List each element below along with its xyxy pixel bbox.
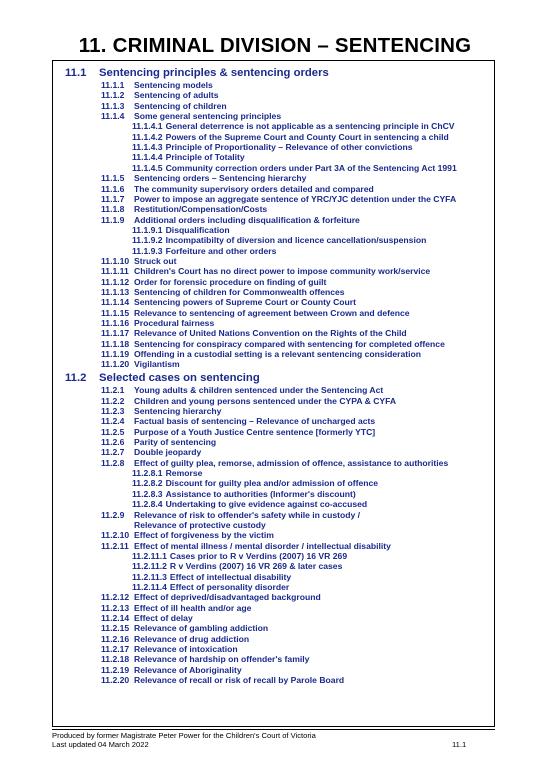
toc-entry[interactable] — [101, 318, 214, 328]
toc-number: 11.2.15 — [101, 623, 130, 634]
toc-entry[interactable] — [132, 468, 202, 478]
toc-entry[interactable] — [101, 277, 326, 287]
toc-number: 11.1.4.5 — [132, 162, 163, 173]
toc-entry[interactable] — [101, 204, 267, 214]
toc-entry[interactable] — [101, 623, 268, 633]
toc-number: 11.1.4.3 — [132, 142, 163, 153]
toc-title: Relevance of risk to offender's safety while in custody / — [134, 509, 361, 520]
toc-entry[interactable] — [101, 215, 360, 225]
toc-entry[interactable] — [101, 510, 360, 520]
toc-entry[interactable] — [132, 582, 289, 592]
toc-number: 11.2.2 — [101, 395, 125, 406]
toc-entry[interactable] — [101, 287, 345, 297]
toc-entry[interactable] — [132, 163, 457, 173]
toc-entry[interactable] — [101, 111, 281, 121]
toc-number: 11.1 — [65, 67, 87, 79]
toc-title: Purpose of a Youth Justice Centre sentence [formerly YTC] — [134, 426, 376, 437]
toc-title: Relevance of drug addiction — [134, 633, 250, 644]
toc-number: 11.1.5 — [101, 173, 125, 184]
toc-title: Effect of delay — [134, 613, 193, 623]
toc-entry[interactable] — [101, 90, 219, 100]
toc-title: Relevance of Aboriginality — [134, 664, 242, 675]
toc-entry[interactable] — [101, 613, 193, 623]
toc-title: R v Verdins (2007) 16 VR 269 & later cases — [169, 561, 343, 572]
toc-title: Effect of mental illness / mental disorder / intellectual disability — [134, 540, 391, 551]
footer-last-updated: Last updated 04 March 2022 — [52, 740, 149, 749]
toc-entry[interactable] — [101, 416, 375, 426]
toc-number: 11.2.12 — [101, 592, 130, 603]
toc-entry[interactable] — [101, 328, 407, 338]
toc-number: 11.2 — [65, 372, 87, 385]
toc-number: 11.1.13 — [101, 287, 130, 297]
toc-entry[interactable] — [132, 572, 291, 582]
toc-number: 11.2.7 — [101, 447, 125, 458]
toc-entry[interactable] — [132, 121, 455, 131]
toc-title: The community supervisory orders detailed and compared — [134, 183, 374, 194]
toc-number: 11.1.4 — [101, 111, 125, 122]
toc-title: Discount for guilty plea and/or admission of offence — [165, 478, 379, 489]
toc-entry[interactable] — [101, 184, 374, 194]
toc-number: 11.1.18 — [101, 338, 130, 349]
toc-entry[interactable] — [101, 447, 201, 457]
toc-entry[interactable] — [101, 173, 306, 183]
toc-number: 11.1.10 — [101, 255, 130, 266]
toc-title: Remorse — [165, 468, 203, 479]
table-of-contents — [52, 60, 495, 727]
toc-entry[interactable] — [101, 437, 216, 447]
toc-title: Principle of Proportionality – Relevance of other convictions — [165, 142, 413, 153]
toc-title: Parity of sentencing — [134, 437, 217, 448]
toc-entry[interactable] — [132, 551, 347, 561]
toc-number: 11.2.17 — [101, 644, 130, 655]
toc-number: 11.1.9.3 — [132, 245, 163, 256]
toc-number: 11.2.8 — [101, 457, 125, 468]
toc-number: 11.1.1 — [101, 80, 125, 90]
toc-title: Factual basis of sentencing – Relevance of uncharged acts — [134, 416, 376, 427]
toc-title: Order for forensic procedure on finding of guilt — [134, 276, 327, 287]
toc-title: Power to impose an aggregate sentence of YRC/YJC detention under the CYFA — [134, 193, 457, 204]
toc-title: Offending in a custodial setting is a relevant sentencing consideration — [134, 349, 421, 360]
toc-number: 11.1.12 — [101, 276, 130, 287]
toc-number: 11.2.9 — [101, 509, 125, 520]
toc-section[interactable] — [65, 371, 260, 385]
toc-entry[interactable] — [132, 225, 230, 235]
toc-title: Sentencing of adults — [134, 90, 219, 101]
toc-entry[interactable] — [101, 675, 344, 685]
toc-number: 11.2.11.3 — [132, 571, 167, 582]
toc-title: Relevance of hardship on offender's family — [134, 654, 310, 665]
toc-title: Effect of forgiveness by the victim — [134, 530, 274, 541]
footer-rule — [52, 729, 495, 730]
toc-title: Vigilantism — [134, 359, 180, 370]
toc-number: 11.2.11.1 — [132, 550, 167, 561]
toc-title: Struck out — [134, 255, 177, 266]
toc-entry[interactable] — [101, 359, 180, 369]
toc-entry[interactable] — [132, 235, 426, 245]
toc-title: Effect of guilty plea, remorse, admission of offence, assistance to authorities — [134, 457, 449, 468]
toc-entry[interactable] — [101, 427, 375, 437]
toc-title: General deterrence is not applicable as a sentencing principle in ChCV — [165, 121, 455, 132]
toc-number: 11.1.8 — [101, 204, 125, 215]
toc-number: 11.2.19 — [101, 664, 130, 675]
toc-title: Incompatibilty of diversion and licence cancellation/suspension — [165, 235, 427, 246]
toc-entry[interactable] — [101, 520, 266, 530]
page-title: 11. CRIMINAL DIVISION – SENTENCING — [78, 34, 472, 57]
toc-number: 11.2.6 — [101, 437, 125, 448]
toc-title: Powers of the Supreme Court and County Court in sentencing a child — [165, 131, 449, 142]
toc-number: 11.1.4.2 — [132, 131, 163, 142]
toc-number: 11.1.4.1 — [132, 121, 163, 132]
toc-number: 11.2.10 — [101, 530, 130, 541]
toc-number: 11.2.8.3 — [132, 488, 163, 499]
toc-entry[interactable] — [101, 644, 238, 654]
toc-title: Sentencing powers of Supreme Court or County Court — [134, 297, 357, 308]
toc-title: Relevance of intoxication — [134, 644, 238, 655]
toc-entry[interactable] — [101, 256, 177, 266]
toc-number: 11.2.13 — [101, 602, 130, 613]
toc-title: Procedural fairness — [134, 318, 215, 329]
toc-title: Sentencing of children — [134, 100, 227, 111]
toc-title: Sentencing models — [134, 80, 213, 90]
toc-number: 11.1.6 — [101, 183, 125, 194]
toc-number: 11.1.2 — [101, 90, 125, 101]
toc-number: 11.1.17 — [101, 328, 130, 339]
toc-entry[interactable] — [101, 194, 456, 204]
toc-title: Relevance to sentencing of agreement between Crown and defence — [134, 307, 410, 318]
toc-number: 11.1.9.1 — [132, 224, 163, 235]
toc-title: Effect of intellectual disability — [169, 571, 292, 582]
toc-entry[interactable] — [101, 458, 448, 468]
toc-number: 11.1.19 — [101, 349, 130, 360]
toc-number: 11.2.4 — [101, 416, 125, 427]
toc-section[interactable] — [65, 66, 329, 80]
toc-title: Some general sentencing principles — [134, 111, 282, 122]
toc-entry[interactable] — [132, 561, 342, 571]
toc-title: Sentencing hierarchy — [134, 406, 222, 416]
toc-number: 11.1.9.2 — [132, 235, 163, 246]
toc-number: 11.2.8.4 — [132, 499, 163, 510]
toc-entry[interactable] — [101, 665, 242, 675]
toc-entry[interactable] — [101, 297, 356, 307]
toc-number: 11.1.3 — [101, 100, 125, 111]
toc-number: 11.2.11.2 — [132, 561, 167, 572]
toc-entry[interactable] — [132, 152, 245, 162]
toc-number: 11.1.20 — [101, 359, 130, 370]
toc-title: Sentencing orders – Sentencing hierarchy — [134, 173, 307, 184]
toc-entry[interactable] — [101, 80, 213, 90]
toc-title: Additional orders including disqualification & forfeiture — [134, 214, 360, 225]
toc-entry[interactable] — [101, 406, 221, 416]
toc-number: 11.2.20 — [101, 675, 130, 686]
toc-title: Relevance of United Nations Convention on the Rights of the Child — [134, 328, 407, 339]
footer-produced-by: Produced by former Magistrate Peter Power for the Children's Court of Victoria — [52, 731, 316, 740]
toc-number: 11.2.14 — [101, 613, 130, 623]
toc-title: Relevance of recall or risk of recall by Parole Board — [134, 675, 345, 686]
toc-entry[interactable] — [132, 246, 276, 256]
toc-entry[interactable] — [101, 530, 274, 540]
toc-number: 11.1.7 — [101, 193, 125, 204]
toc-title: Assistance to authorities (Informer's discount) — [165, 488, 356, 499]
toc-entry[interactable] — [132, 142, 412, 152]
toc-title: Relevance of protective custody — [134, 519, 266, 530]
toc-number: 11.2.16 — [101, 633, 130, 644]
toc-title: Cases prior to R v Verdins (2007) 16 VR 269 — [169, 550, 348, 561]
toc-title: Children's Court has no direct power to impose community work/service — [134, 266, 431, 277]
toc-title: Sentencing of children for Commonwealth offences — [134, 287, 345, 297]
toc-title: Relevance of gambling addiction — [134, 623, 269, 634]
toc-number: 11.2.11 — [101, 540, 129, 551]
footer-page-number: 11.1 — [452, 740, 467, 749]
toc-title: Effect of deprived/disadvantaged background — [134, 592, 321, 603]
toc-title: Restitution/Compensation/Costs — [134, 204, 268, 215]
toc-entry[interactable] — [101, 654, 309, 664]
toc-title: Young adults & children sentenced under the Sentencing Act — [134, 385, 384, 396]
toc-entry[interactable] — [132, 499, 367, 509]
toc-title: Selected cases on sentencing — [99, 372, 260, 385]
toc-title: Undertaking to give evidence against co-accused — [165, 499, 368, 510]
toc-title: Disqualification — [165, 224, 230, 235]
toc-entry[interactable] — [101, 349, 421, 359]
toc-entry[interactable] — [101, 385, 383, 395]
toc-title: Effect of ill health and/or age — [134, 602, 252, 613]
toc-title: Forfeiture and other orders — [165, 245, 277, 256]
toc-number: 11.2.5 — [101, 426, 125, 437]
toc-title: Children and young persons sentenced under the CYPA & CYFA — [134, 395, 397, 406]
toc-number: 11.1.4.4 — [132, 152, 163, 163]
toc-title: Community correction orders under Part 3A of the Sentencing Act 1991 — [165, 162, 457, 173]
toc-entry[interactable] — [101, 308, 410, 318]
toc-number: 11.2.8.1 — [132, 468, 163, 479]
toc-entry[interactable] — [101, 592, 321, 602]
toc-number: 11.2.3 — [101, 406, 125, 416]
toc-entry[interactable] — [132, 478, 378, 488]
toc-entry[interactable] — [101, 603, 251, 613]
toc-number: 11.1.14 — [101, 297, 130, 308]
toc-number: 11.2.11.4 — [132, 581, 167, 592]
toc-entry[interactable] — [101, 541, 391, 551]
toc-entry[interactable] — [132, 489, 356, 499]
toc-entry[interactable] — [101, 266, 430, 276]
toc-entry[interactable] — [101, 396, 396, 406]
toc-entry[interactable] — [101, 634, 249, 644]
toc-entry[interactable] — [132, 132, 449, 142]
toc-number: 11.1.9 — [101, 214, 125, 225]
toc-title: Sentencing for conspiracy compared with sentencing for completed offence — [134, 338, 445, 349]
toc-number: 11.2.1 — [101, 385, 125, 396]
toc-title: Effect of personality disorder — [169, 581, 290, 592]
toc-title: Principle of Totality — [165, 152, 245, 163]
toc-number: 11.1.15 — [101, 307, 130, 318]
toc-title: Double jeopardy — [134, 447, 202, 458]
toc-number: 11.1.16 — [101, 318, 130, 329]
toc-entry[interactable] — [101, 101, 227, 111]
toc-number: 11.1.11 — [101, 266, 129, 277]
toc-number: 11.2.18 — [101, 654, 130, 665]
toc-entry[interactable] — [101, 339, 445, 349]
toc-title: Sentencing principles & sentencing orders — [99, 67, 329, 79]
toc-number: 11.2.8.2 — [132, 478, 163, 489]
